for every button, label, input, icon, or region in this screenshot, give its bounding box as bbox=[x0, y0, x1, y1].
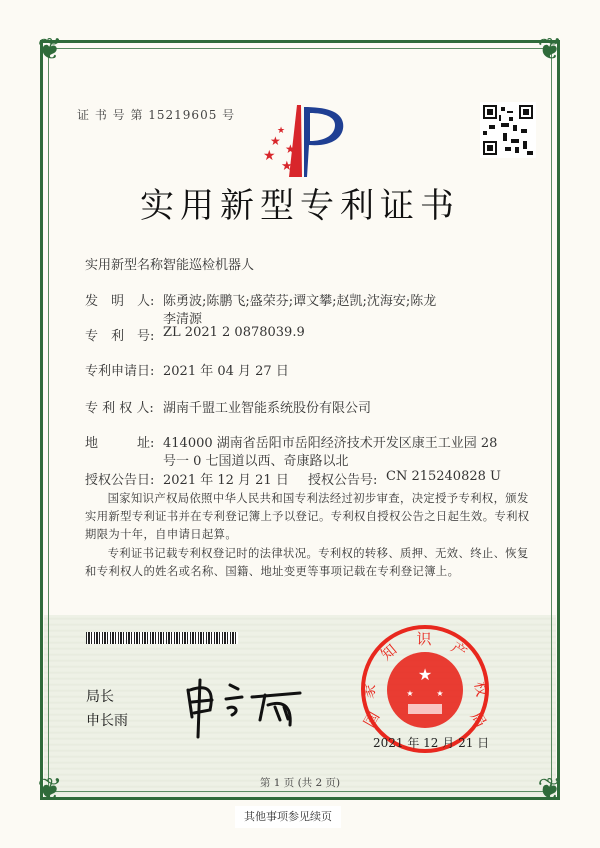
svg-text:★: ★ bbox=[270, 134, 281, 148]
svg-text:识: 识 bbox=[416, 630, 432, 648]
svg-text:★: ★ bbox=[436, 689, 444, 698]
field-label: 地 址: bbox=[85, 436, 155, 451]
svg-text:★: ★ bbox=[277, 126, 286, 136]
svg-text:产: 产 bbox=[447, 638, 471, 662]
page-number: 第 1 页 (共 2 页) bbox=[259, 777, 341, 789]
svg-text:国: 国 bbox=[360, 708, 384, 731]
field-value: 414000 湖南省岳阳市岳阳经济技术开发区康王工业园 28 bbox=[163, 436, 498, 451]
field-patentee bbox=[85, 397, 372, 416]
field-announcement-number bbox=[308, 469, 501, 488]
signature-image bbox=[180, 675, 315, 740]
field-value-line2: 李清源 bbox=[163, 312, 203, 327]
certificate-number: 证 书 号 第 15219605 号 bbox=[77, 108, 236, 122]
field-value: 智能巡检机器人 bbox=[163, 258, 255, 273]
field-label: 实用新型名称: bbox=[85, 258, 168, 273]
qr-code bbox=[480, 102, 536, 158]
cnipa-logo-icon bbox=[255, 105, 355, 180]
field-design-name bbox=[85, 254, 255, 273]
field-label: 专利申请日: bbox=[85, 364, 155, 379]
field-value: 2021 年 04 月 27 日 bbox=[163, 364, 289, 379]
svg-text:★: ★ bbox=[406, 689, 414, 698]
corner-ornament-icon: ❦ bbox=[537, 772, 563, 807]
signatory-name: 申长雨 bbox=[86, 713, 128, 729]
corner-ornament-icon: ❦ bbox=[37, 32, 63, 67]
svg-text:★: ★ bbox=[281, 159, 293, 174]
seal-date: 2021 年 12 月 21 日 bbox=[373, 736, 490, 750]
field-inventors bbox=[85, 290, 437, 327]
signatory-title: 局长 bbox=[86, 689, 114, 705]
field-label: 专 利 号: bbox=[85, 329, 155, 344]
field-label: 发 明 人: bbox=[85, 294, 155, 309]
field-value: ZL 2021 2 0878039.9 bbox=[163, 325, 305, 340]
legal-paragraph: 专利证书记载专利权登记时的法律状况。专利权的转移、质押、无效、终止、恢复和专利权人的姓名或名称、国籍、地址变更等事项记载在专利登记簿上。 bbox=[85, 547, 529, 578]
field-label: 专 利 权 人: bbox=[85, 401, 154, 416]
field-patent-number bbox=[85, 325, 305, 344]
field-address bbox=[85, 432, 498, 469]
field-label: 授权公告日: bbox=[85, 473, 155, 488]
continuation-note: 其他事项参见续页 bbox=[235, 806, 341, 828]
svg-text:权: 权 bbox=[470, 680, 492, 699]
field-application-date bbox=[85, 360, 289, 379]
field-label: 授权公告号: bbox=[308, 473, 378, 488]
field-grant-date bbox=[85, 469, 289, 488]
field-value-line2: 号一 0 七国道以西、奇康路以北 bbox=[163, 454, 349, 469]
svg-text:家: 家 bbox=[358, 682, 380, 701]
corner-ornament-icon: ❦ bbox=[37, 772, 63, 807]
barcode bbox=[86, 632, 238, 644]
field-value: 湖南千盟工业智能系统股份有限公司 bbox=[163, 401, 372, 416]
field-value: 2021 年 12 月 21 日 bbox=[163, 473, 289, 488]
svg-text:知: 知 bbox=[377, 640, 401, 664]
svg-text:★: ★ bbox=[285, 142, 296, 156]
svg-text:局: 局 bbox=[466, 708, 490, 731]
field-value: CN 215240828 U bbox=[386, 469, 501, 484]
field-value: 陈勇波;陈鹏飞;盛荣芬;谭文攀;赵凯;沈海安;陈龙 bbox=[163, 294, 437, 309]
svg-text:★: ★ bbox=[263, 148, 276, 164]
legal-paragraph: 国家知识产权局依照中华人民共和国专利法经过初步审查，决定授予专利权，颁发实用新型专利证书并在专利登记簿上予以登记。专利权自授权公告之日起生效。专利权期限为十年，自申请日起算。 bbox=[85, 492, 530, 541]
svg-text:★: ★ bbox=[417, 665, 433, 684]
certificate-title: 实用新型专利证书 bbox=[140, 186, 460, 226]
corner-ornament-icon: ❦ bbox=[537, 32, 563, 67]
